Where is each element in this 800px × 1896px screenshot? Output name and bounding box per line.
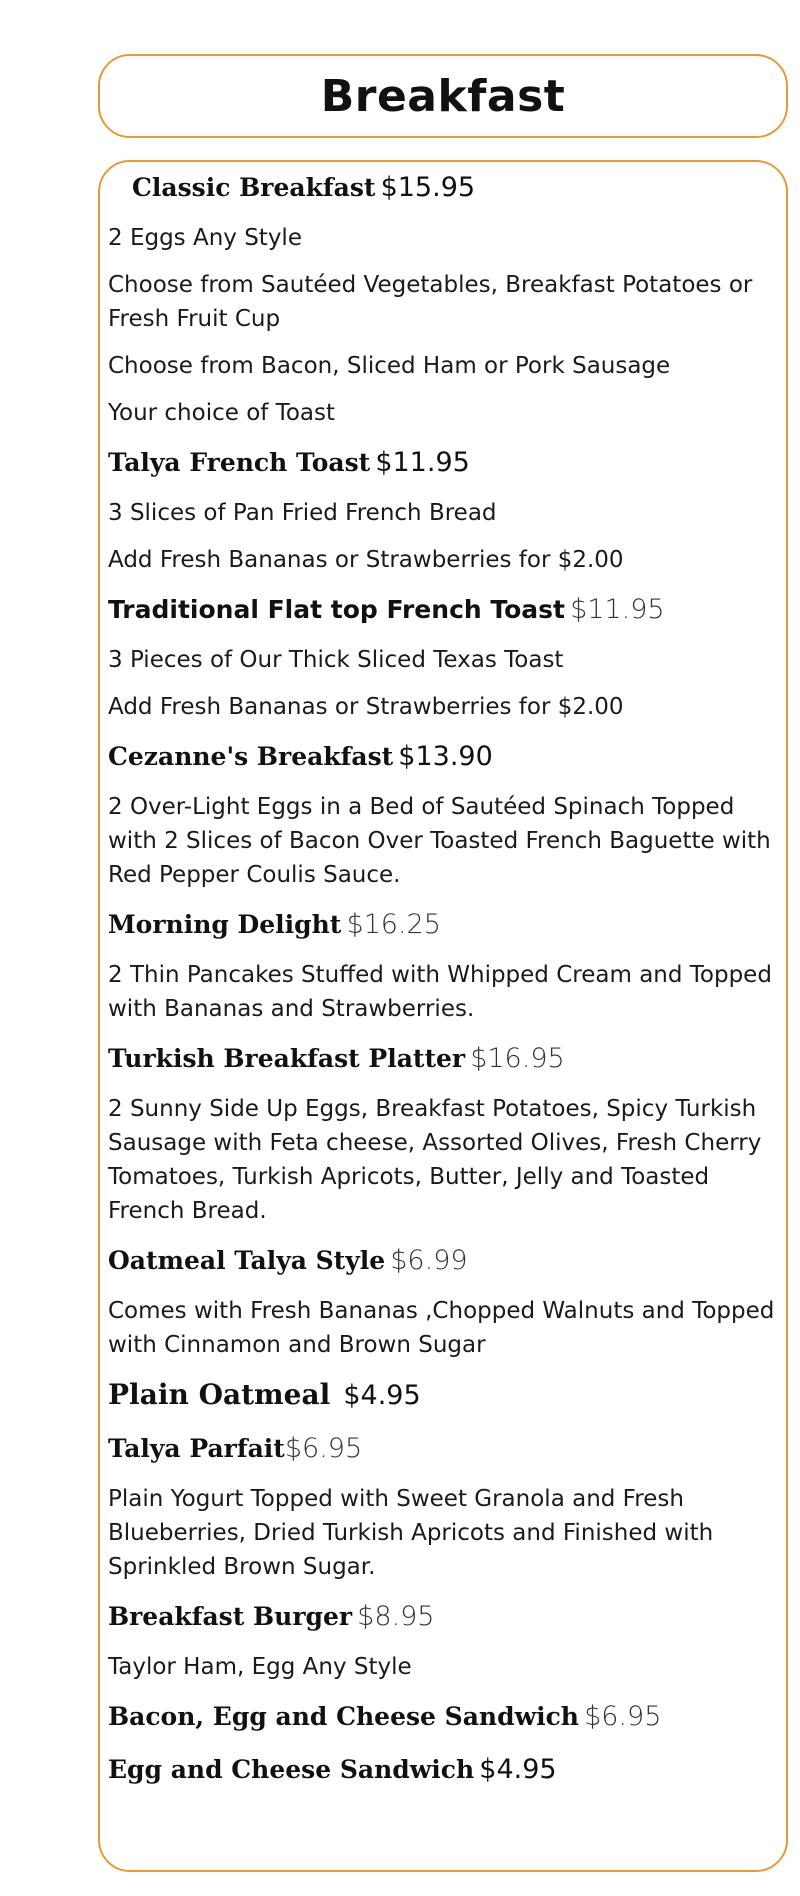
item-name: Morning Delight: [108, 910, 342, 939]
item-price: $11.95: [375, 447, 470, 478]
item-name: Breakfast Burger: [108, 1602, 353, 1631]
item-price: $4.95: [343, 1380, 421, 1411]
item-price: $6.99: [390, 1245, 468, 1276]
item-price: $11.95: [570, 594, 665, 625]
item-description: Choose from Sautéed Vegetables, Breakfast Potatoes or Fresh Fruit Cup: [108, 272, 753, 332]
item-description: Add Fresh Bananas or Strawberries for $2.00: [108, 694, 624, 720]
menu-item: [108, 737, 778, 892]
menu-item: [108, 905, 778, 1026]
item-description: Choose from Bacon, Sliced Ham or Pork Sausage: [108, 353, 671, 379]
item-price: $16.25: [346, 909, 441, 940]
item-name: Talya Parfait: [108, 1434, 285, 1463]
item-price: $6.95: [584, 1701, 662, 1732]
item-description: 2 Sunny Side Up Eggs, Breakfast Potatoes, Spicy Turkish Sausage with Feta cheese, Assorted Olives, Fresh Cherry Tomatoes, Turkish Apricots, Butter, Jelly and Toasted French Bread.: [108, 1096, 762, 1224]
menu-item: [108, 1039, 778, 1228]
item-price: $4.95: [479, 1754, 557, 1785]
item-description: Comes with Fresh Bananas ,Chopped Walnuts and Topped with Cinnamon and Brown Sugar: [108, 1298, 775, 1358]
menu-item: [108, 1597, 778, 1684]
menu-item: [108, 168, 778, 430]
menu-item: [108, 1429, 778, 1584]
title-box: [98, 54, 788, 138]
item-description: 2 Eggs Any Style: [108, 225, 302, 251]
item-name: Egg and Cheese Sandwich: [108, 1755, 475, 1784]
item-description: 2 Thin Pancakes Stuffed with Whipped Cream and Topped with Bananas and Strawberries.: [108, 962, 772, 1022]
item-name: Bacon, Egg and Cheese Sandwich: [108, 1702, 579, 1731]
item-name: Traditional Flat top French Toast: [108, 595, 565, 624]
item-description: Taylor Ham, Egg Any Style: [108, 1654, 412, 1680]
item-price: $15.95: [380, 172, 476, 203]
menu-item: [108, 443, 778, 577]
item-name: Oatmeal Talya Style: [108, 1246, 386, 1275]
item-description: 2 Over-Light Eggs in a Bed of Sautéed Spinach Topped with 2 Slices of Bacon Over Toasted French Baguette with Red Pepper Coulis Sauce.: [108, 794, 771, 888]
item-description: Add Fresh Bananas or Strawberries for $2.00: [108, 547, 624, 573]
menu-list: [108, 168, 778, 1803]
page-title: Breakfast: [320, 70, 566, 122]
item-description: 3 Pieces of Our Thick Sliced Texas Toast: [108, 647, 564, 673]
item-price: $13.90: [398, 741, 493, 772]
item-description: Your choice of Toast: [108, 400, 335, 426]
menu-item: [108, 1241, 778, 1362]
menu-item: [108, 590, 778, 724]
item-name: Cezanne's Breakfast: [108, 742, 394, 771]
menu-item: [108, 1375, 778, 1419]
menu-item: [108, 1697, 778, 1740]
menu-item: [108, 1750, 778, 1793]
item-name: Turkish Breakfast Platter: [108, 1044, 466, 1073]
item-price: $8.95: [357, 1601, 435, 1632]
item-price: $16.95: [470, 1043, 565, 1074]
item-name: Classic Breakfast: [132, 173, 376, 202]
item-price: $6.95: [284, 1433, 363, 1464]
item-description: Plain Yogurt Topped with Sweet Granola and Fresh Blueberries, Dried Turkish Apricots and Finished with Sprinkled Brown Sugar.: [108, 1486, 714, 1580]
item-name: Plain Oatmeal: [108, 1378, 331, 1411]
item-description: 3 Slices of Pan Fried French Bread: [108, 500, 497, 526]
item-name: Talya French Toast: [108, 448, 371, 477]
